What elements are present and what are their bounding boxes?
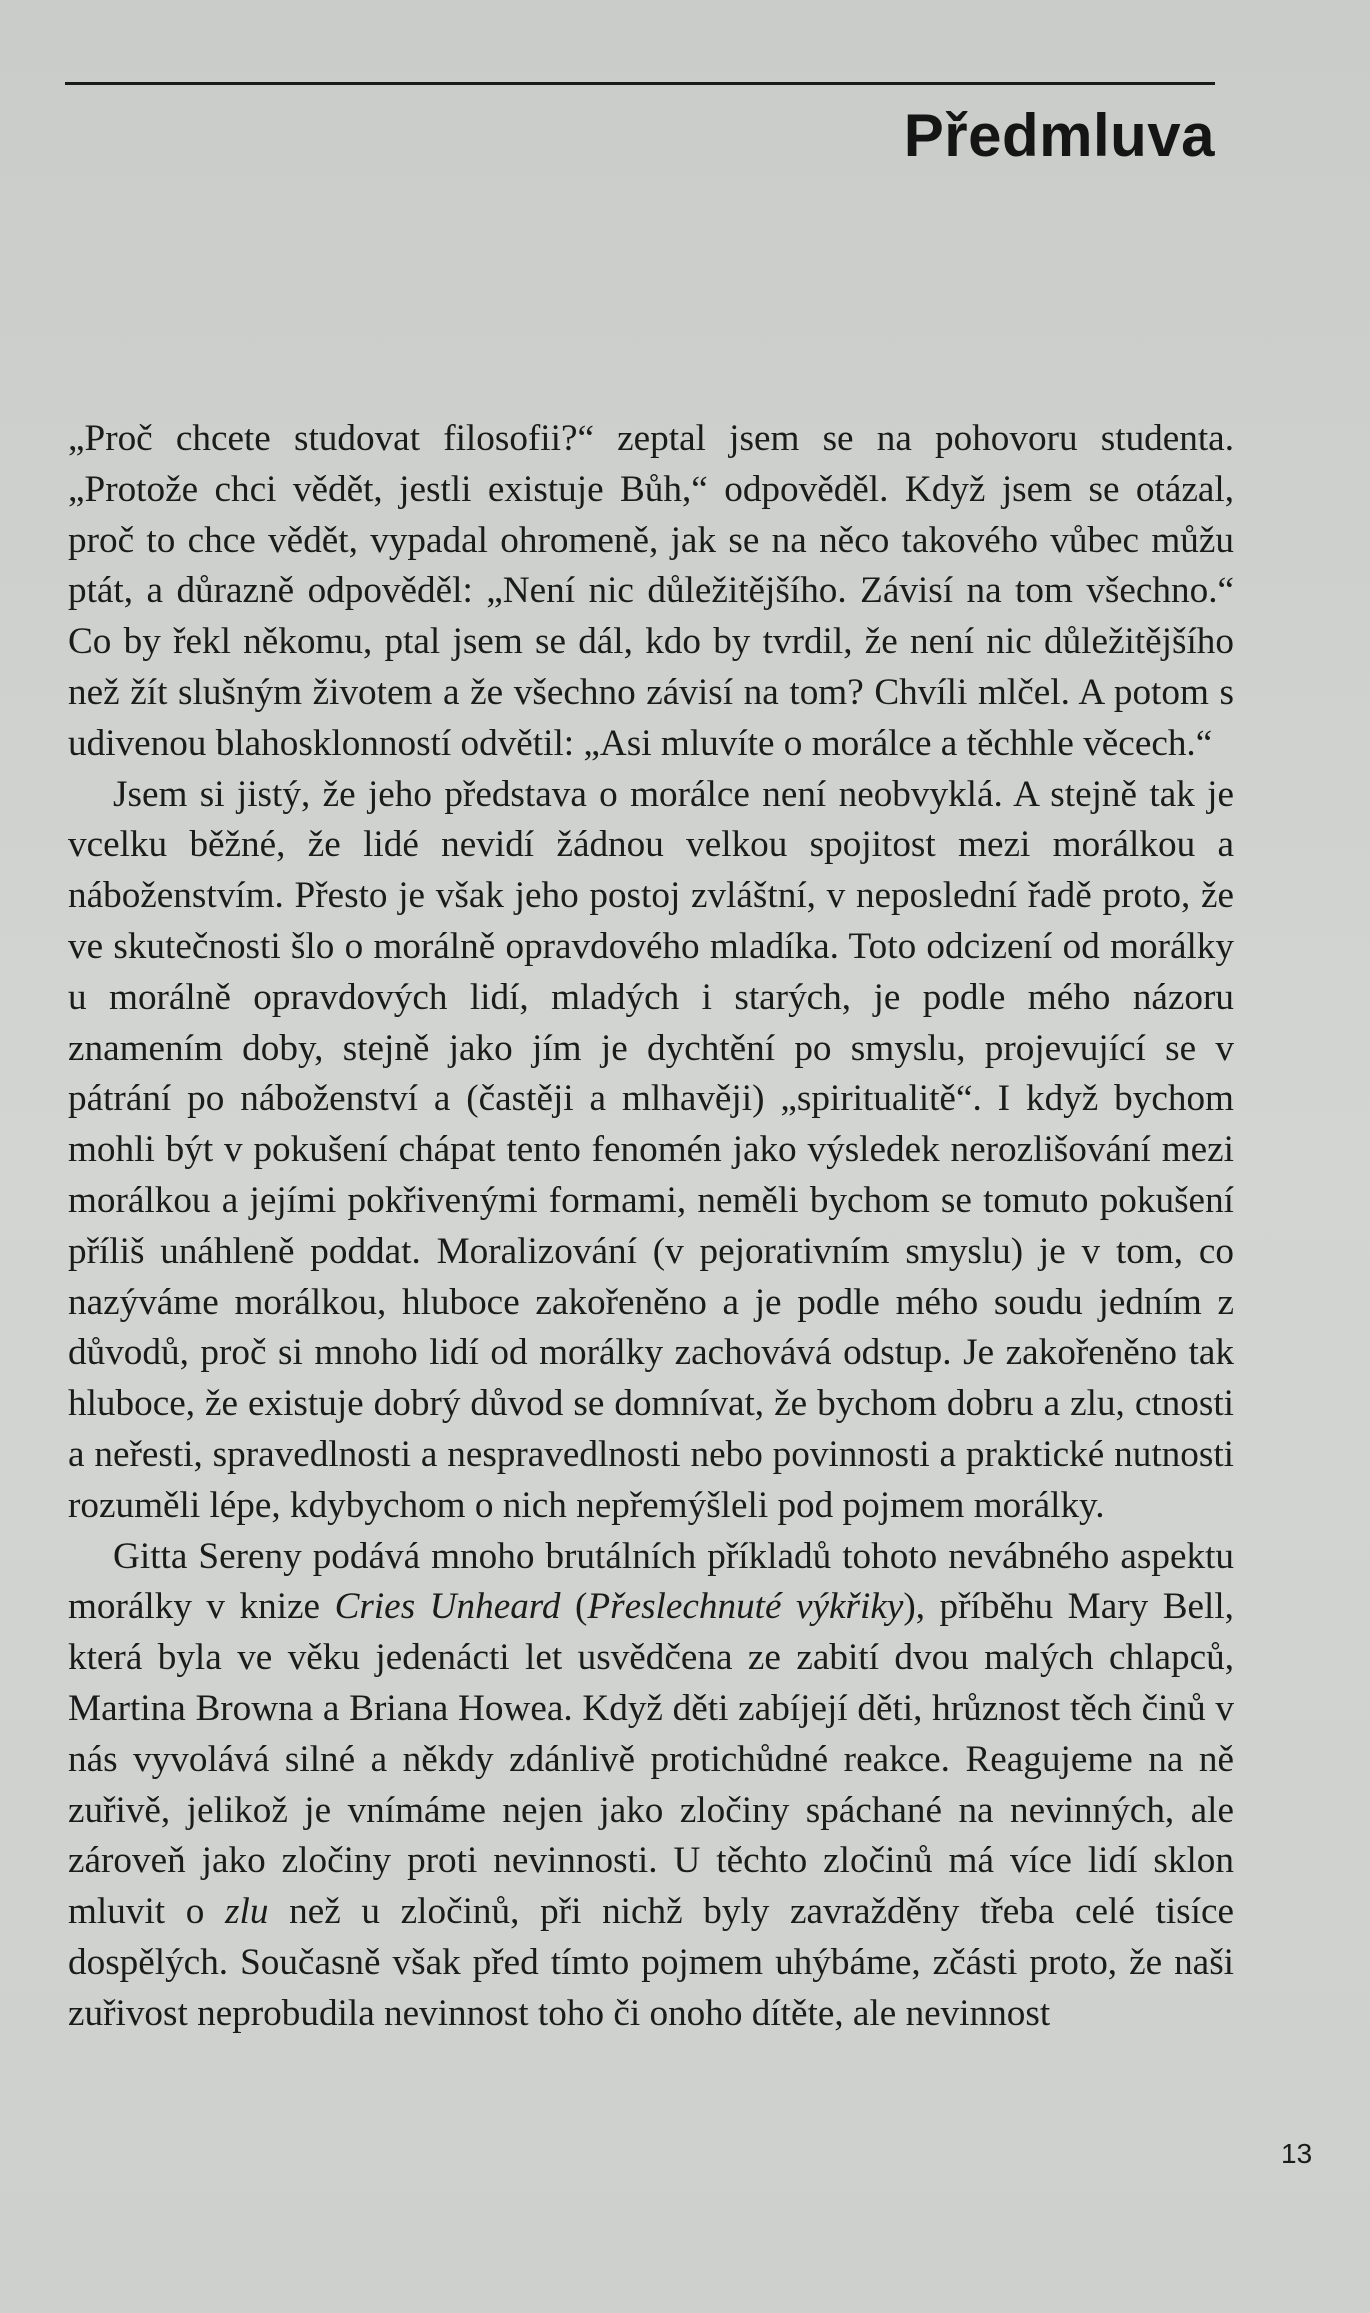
paragraph-2-text: Jsem si jistý, že jeho představa o morálce není neobvyklá. A stejně tak je vcelku běžné, že lidé nevidí žádnou velkou spojitost mezi morálkou a náboženstvím. Přesto je však jeho postoj zvláštní, v neposlední řadě proto, že ve skutečnosti šlo o morálně opravdového mladíka. Toto odcizení od morálky u morálně opravdových lidí, mladých i starých, je podle mého názoru znamením doby, stejně jako jím je dychtění po smyslu, projevující se v pátrání po náboženství a (častěji a mlhavěji) „spiritualitě“. I když bychom mohli být v pokušení chápat tento fenomén jako výsledek nerozlišování mezi morálkou a jejími pokřivenými formami, neměli bychom se tomuto pokušení příliš unáhleně poddat. Moralizování (v pejorativním smyslu) je v tom, co nazýváme morálkou, hluboce zakořeněno a je podle mého soudu jedním z důvodů, proč si mnoho lidí od morálky zachovává odstup. Je zakořeněno tak hluboce, že existuje dobrý důvod se domnívat, že bychom dobru a zlu, ctnosti a neřesti, spravedlnosti a nespravedlnosti nebo povinnosti a praktické nutnosti rozuměli lépe, kdybychom o nich nepřemýšleli pod pojmem morálky. <box>68 773 1234 1526</box>
header-rule <box>65 82 1215 85</box>
paragraph-1-text: „Proč chcete studovat filosofii?“ zeptal jsem se na pohovoru studenta. „Protože chci vědět, jestli existuje Bůh,“ odpověděl. Když jsem se otázal, proč to chce vědět, vypadal ohromeně, jak se na něco takového vůbec můžu ptát, a důrazně odpověděl: „Není nic důležitějšího. Závisí na tom všechno.“ Co by řekl někomu, ptal jsem se dál, kdo by tvrdil, že není nic důležitějšího než žít slušným životem a že všechno závisí na tom? Chvíli mlčel. A potom s udivenou blahosklonností odvětil: „Asi mluvíte o morálce a těchhle věcech.“ <box>68 418 1234 764</box>
emphasis-zlu: zlu <box>225 1891 269 1933</box>
page-number: 13 <box>1281 2138 1313 2169</box>
paragraph-3-paren-open: ( <box>560 1586 588 1628</box>
paragraph-3-text-end: než u zločinů, při nichž byly zavražděny třeba celé tisíce dospělých. Současně však před tímto pojmem uhýbáme, zčásti proto, že naši zuřivost neprobudila nevinnost toho či onoho dítěte, ale nevinnost <box>68 1891 1234 2034</box>
chapter-title: Předmluva <box>903 102 1215 169</box>
paragraph-3 <box>68 1532 1234 2040</box>
paragraph-1 <box>68 414 1234 770</box>
book-title-czech: Přeslechnuté výkřiky <box>587 1586 904 1628</box>
paragraph-3-text-middle: ), příběhu Mary Bell, která byla ve věku jedenácti let usvědčena ze zabití dvou malých chlapců, Martina Browna a Briana Howea. Když děti zabíjejí děti, hrůznost těch činů v nás vyvolává silné a někdy zdánlivě protichůdné reakce. Reagujeme na ně zuřivě, jelikož je vnímáme nejen jako zločiny spáchané na nevinných, ale zároveň jako zločiny proti nevinnosti. U těchto zločinů má více lidí sklon mluvit o <box>68 1586 1234 1933</box>
paragraph-3-text-start: Gitta Sereny podává mnoho brutálních příkladů tohoto nevábného aspektu morálky v knize <box>68 1535 1234 1628</box>
paragraph-2 <box>68 770 1234 1532</box>
book-title-english: Cries Unheard <box>334 1586 561 1628</box>
body-text <box>68 414 1234 2040</box>
